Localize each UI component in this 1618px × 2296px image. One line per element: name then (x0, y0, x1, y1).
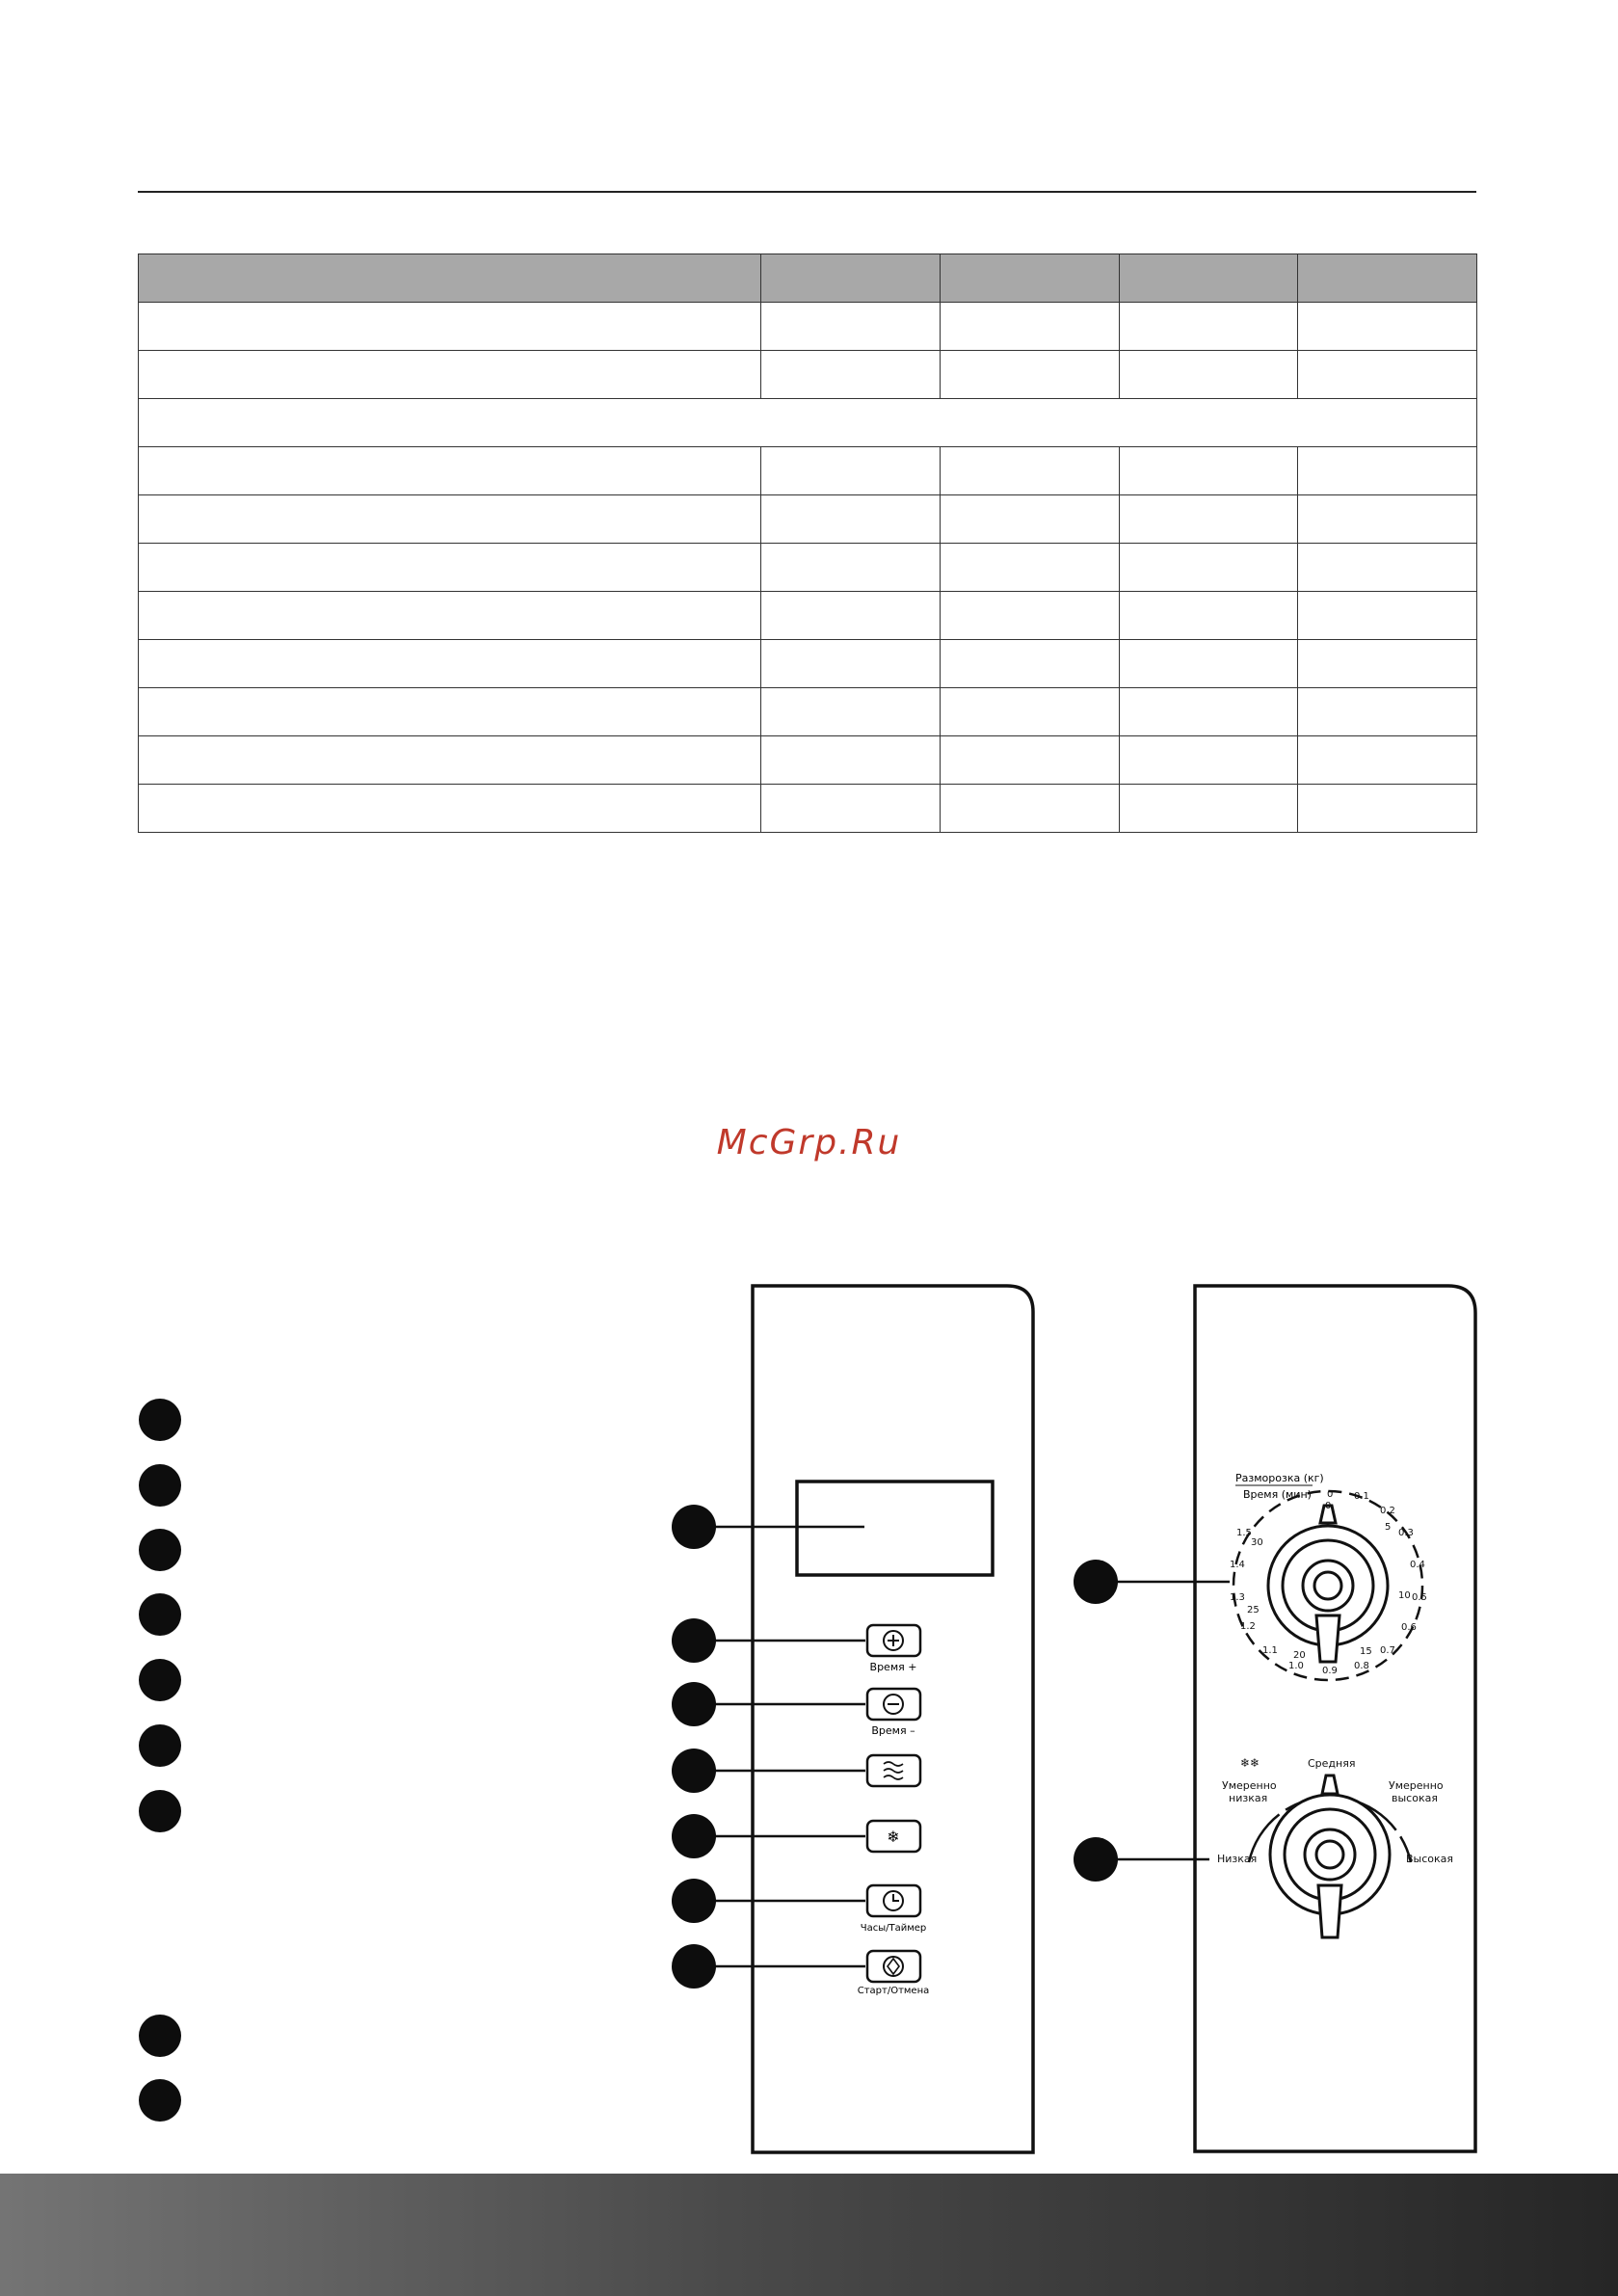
svg-text:20: 20 (1293, 1650, 1306, 1661)
time-minus-label: Время – (871, 1724, 915, 1737)
power-dial-pointer (1318, 1885, 1341, 1937)
svg-text:0.9: 0.9 (1322, 1666, 1338, 1676)
svg-text:30: 30 (1251, 1537, 1263, 1548)
svg-text:0.8: 0.8 (1354, 1661, 1369, 1671)
svg-text:1.5: 1.5 (1236, 1528, 1252, 1538)
svg-text:Умеренно: Умеренно (1389, 1779, 1444, 1792)
svg-text:0.2: 0.2 (1380, 1506, 1395, 1516)
callout-power-dial (1074, 1837, 1118, 1882)
svg-text:5: 5 (1385, 1522, 1392, 1533)
svg-text:0.6: 0.6 (1401, 1622, 1417, 1633)
button-clock-timer (672, 1879, 926, 1934)
button-defrost (672, 1814, 920, 1858)
svg-text:1.4: 1.4 (1230, 1560, 1245, 1570)
timer-dial (1230, 1472, 1427, 1680)
watermark: McGrp.Ru (716, 1123, 902, 1162)
svg-text:Умеренно: Умеренно (1222, 1779, 1277, 1792)
svg-text:0: 0 (1325, 1501, 1332, 1511)
svg-text:низкая: низкая (1229, 1792, 1268, 1804)
time-plus-label: Время + (869, 1661, 917, 1673)
svg-text:Низкая: Низкая (1217, 1853, 1258, 1865)
svg-text:1.3: 1.3 (1230, 1592, 1245, 1603)
snowflake-icon: ❄ (887, 1828, 900, 1846)
timer-dial-pointer (1316, 1615, 1339, 1662)
svg-text:Высокая: Высокая (1406, 1853, 1454, 1865)
defrost-symbol: ❄❄ (1240, 1756, 1260, 1770)
svg-text:25: 25 (1247, 1605, 1260, 1615)
button-time-minus (672, 1682, 920, 1737)
svg-text:высокая: высокая (1392, 1792, 1438, 1804)
start-cancel-label: Старт/Отмена (857, 1986, 930, 1996)
svg-text:Разморозка (кг): Разморозка (кг) (1235, 1472, 1324, 1484)
svg-text:0.7: 0.7 (1380, 1645, 1395, 1656)
clock-timer-label: Часы/Таймер (860, 1923, 927, 1934)
svg-text:0.1: 0.1 (1354, 1491, 1369, 1502)
button-microwave (672, 1749, 920, 1793)
svg-text:0.3: 0.3 (1398, 1528, 1414, 1538)
svg-text:1.0: 1.0 (1288, 1661, 1304, 1671)
svg-text:0.4: 0.4 (1410, 1560, 1425, 1570)
button-start-cancel (672, 1944, 929, 1996)
dial-panel-outline (1195, 1286, 1475, 2151)
footer-bar (0, 2174, 1618, 2296)
power-dial (1217, 1756, 1453, 1937)
svg-text:10: 10 (1398, 1590, 1411, 1601)
svg-text:15: 15 (1360, 1646, 1372, 1657)
svg-text:0.5: 0.5 (1412, 1592, 1427, 1603)
callout-timer-dial (1074, 1560, 1118, 1604)
svg-text:1.1: 1.1 (1262, 1645, 1278, 1656)
svg-text:0: 0 (1327, 1489, 1334, 1500)
svg-text:Средняя: Средняя (1308, 1757, 1356, 1770)
button-time-plus (672, 1618, 920, 1673)
display-window (797, 1482, 993, 1575)
svg-text:Время (мин): Время (мин) (1243, 1488, 1312, 1501)
svg-text:1.2: 1.2 (1240, 1621, 1256, 1632)
callout-display (672, 1505, 716, 1549)
